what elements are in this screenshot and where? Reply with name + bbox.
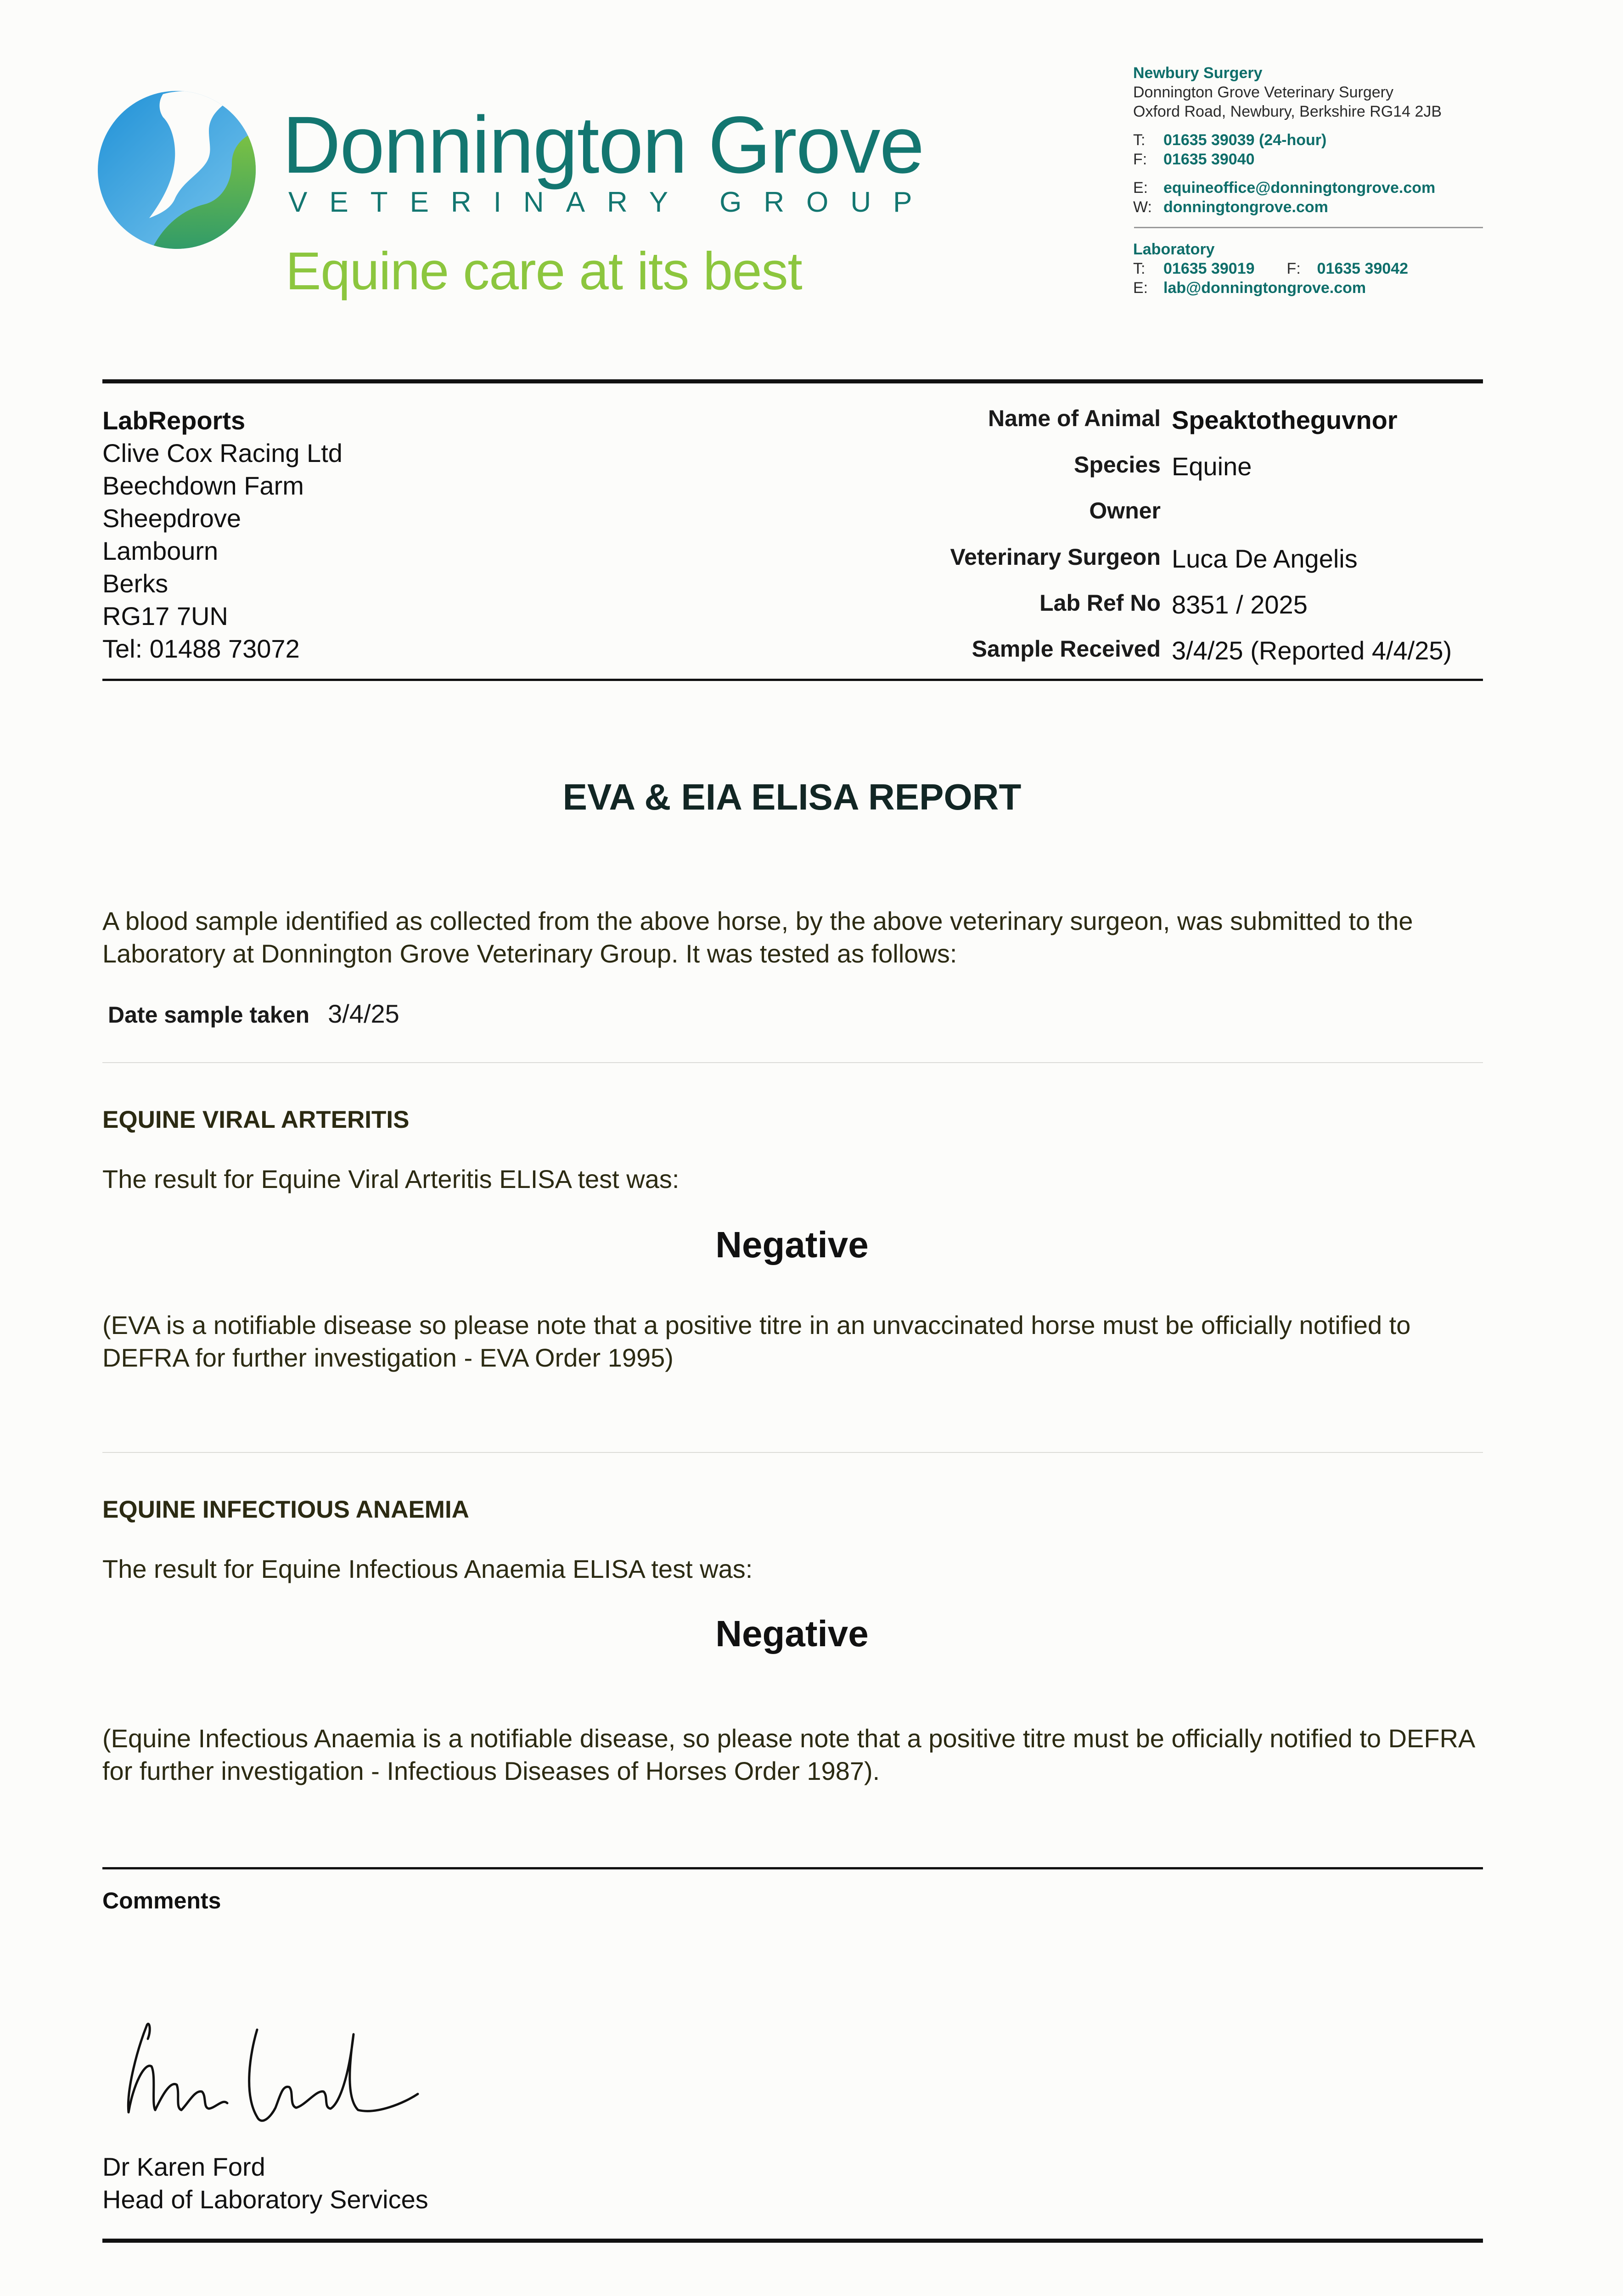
lab-email-label: E: xyxy=(1133,279,1148,297)
section-divider xyxy=(102,1062,1483,1063)
lab-fax: 01635 39042 xyxy=(1317,260,1409,277)
lab-fax-label: F: xyxy=(1286,260,1301,277)
surgery-heading: Newbury Surgery xyxy=(1133,64,1263,82)
address-line: Berks xyxy=(102,569,168,598)
surgery-phone[interactable]: 01635 39039 (24-hour) xyxy=(1163,131,1327,149)
animal-name: Speaktotheguvnor xyxy=(1172,405,1398,434)
eva-heading: EQUINE VIRAL ARTERITIS xyxy=(102,1106,410,1133)
bottom-rule xyxy=(102,2239,1483,2243)
signature-image xyxy=(119,2011,482,2135)
eva-result: Negative xyxy=(715,1224,869,1265)
info-label: Name of Animal xyxy=(988,405,1161,431)
fax-label: F: xyxy=(1133,151,1147,168)
recipient-address xyxy=(102,404,343,665)
section-divider xyxy=(102,1452,1483,1453)
signatory-name: Dr Karen Ford xyxy=(102,2152,265,2181)
eia-heading: EQUINE INFECTIOUS ANAEMIA xyxy=(102,1496,469,1523)
surgery-name: Donnington Grove Veterinary Surgery xyxy=(1133,84,1393,101)
brand-subtitle: VETERINARY GROUP xyxy=(288,186,934,218)
phone-label: T: xyxy=(1133,131,1146,149)
address-line: Clive Cox Racing Ltd xyxy=(102,439,343,467)
surgery-address: Oxford Road, Newbury, Berkshire RG14 2JB xyxy=(1133,103,1442,120)
info-label: Sample Received xyxy=(972,636,1161,662)
lab-email-link[interactable]: lab@donningtongrove.com xyxy=(1163,279,1366,297)
address-line: Sheepdrove xyxy=(102,504,241,533)
surgery-website-link[interactable]: donningtongrove.com xyxy=(1163,198,1328,216)
signatory xyxy=(102,2150,428,2216)
date-sample-label: Date sample taken xyxy=(108,1002,310,1028)
header-divider xyxy=(1134,227,1483,228)
lab-phone[interactable]: 01635 39019 xyxy=(1163,260,1255,277)
surgeon-value: Luca De Angelis xyxy=(1172,544,1358,573)
surgery-email-link[interactable]: equineoffice@donningtongrove.com xyxy=(1163,179,1436,197)
date-sample-value: 3/4/25 xyxy=(328,999,399,1028)
address-line: RG17 7UN xyxy=(102,602,228,630)
info-row-sample-received xyxy=(872,636,1483,668)
brand-tagline: Equine care at its best xyxy=(286,241,802,301)
address-title: LabReports xyxy=(102,406,246,435)
address-line: Lambourn xyxy=(102,536,219,565)
report-intro: A blood sample identified as collected from the above horse, by the above veterinary surgeon, was submitted to the Laboratory at Donnington Grove Veterinary Group. It was tested as follows: xyxy=(102,906,1413,968)
info-label: Owner xyxy=(1089,498,1161,523)
info-rule xyxy=(102,679,1483,681)
logo-icon xyxy=(94,85,259,250)
comments-label: Comments xyxy=(102,1888,221,1913)
info-row-lab-ref xyxy=(872,590,1483,622)
info-label: Veterinary Surgeon xyxy=(950,544,1161,570)
laboratory-heading: Laboratory xyxy=(1133,241,1215,258)
species-value: Equine xyxy=(1172,452,1252,481)
lab-ref-value: 8351 / 2025 xyxy=(1172,590,1308,619)
address-line: Beechdown Farm xyxy=(102,471,304,500)
eia-result: Negative xyxy=(715,1613,869,1654)
info-label: Lab Ref No xyxy=(1039,590,1161,616)
sample-received-value: 3/4/25 (Reported 4/4/25) xyxy=(1172,636,1452,665)
signatory-title: Head of Laboratory Services xyxy=(102,2185,428,2214)
eia-text: The result for Equine Infectious Anaemia ELISA test was: xyxy=(102,1554,753,1583)
top-rule xyxy=(102,379,1483,383)
info-label: Species xyxy=(1073,452,1161,478)
address-phone: Tel: 01488 73072 xyxy=(102,634,300,663)
lab-phone-label: T: xyxy=(1133,260,1146,277)
laboratory-contact xyxy=(1133,240,1408,298)
info-row-animal xyxy=(872,405,1483,438)
eva-note: (EVA is a notifiable disease so please note that a positive titre in an unvaccinated horse must be officially notified to DEFRA for further investigation - EVA Order 1995) xyxy=(102,1311,1411,1372)
eia-note: (Equine Infectious Anaemia is a notifiable disease, so please note that a positive titre must be officially notified to DEFRA for further investigation - Infectious Diseases of Horses Order 1987). xyxy=(102,1724,1474,1785)
info-row-surgeon xyxy=(872,544,1483,576)
web-label: W: xyxy=(1133,198,1152,216)
eva-text: The result for Equine Viral Arteritis ELISA test was: xyxy=(102,1165,680,1193)
brand-name: Donnington Grove xyxy=(282,100,924,190)
info-row-owner xyxy=(872,497,1483,530)
comments-rule xyxy=(102,1867,1483,1869)
date-sample-row xyxy=(108,999,399,1029)
email-label: E: xyxy=(1133,179,1148,197)
surgery-contact xyxy=(1133,63,1442,217)
surgery-fax: 01635 39040 xyxy=(1163,151,1255,168)
info-row-species xyxy=(872,451,1483,484)
report-title: EVA & EIA ELISA REPORT xyxy=(562,777,1022,817)
